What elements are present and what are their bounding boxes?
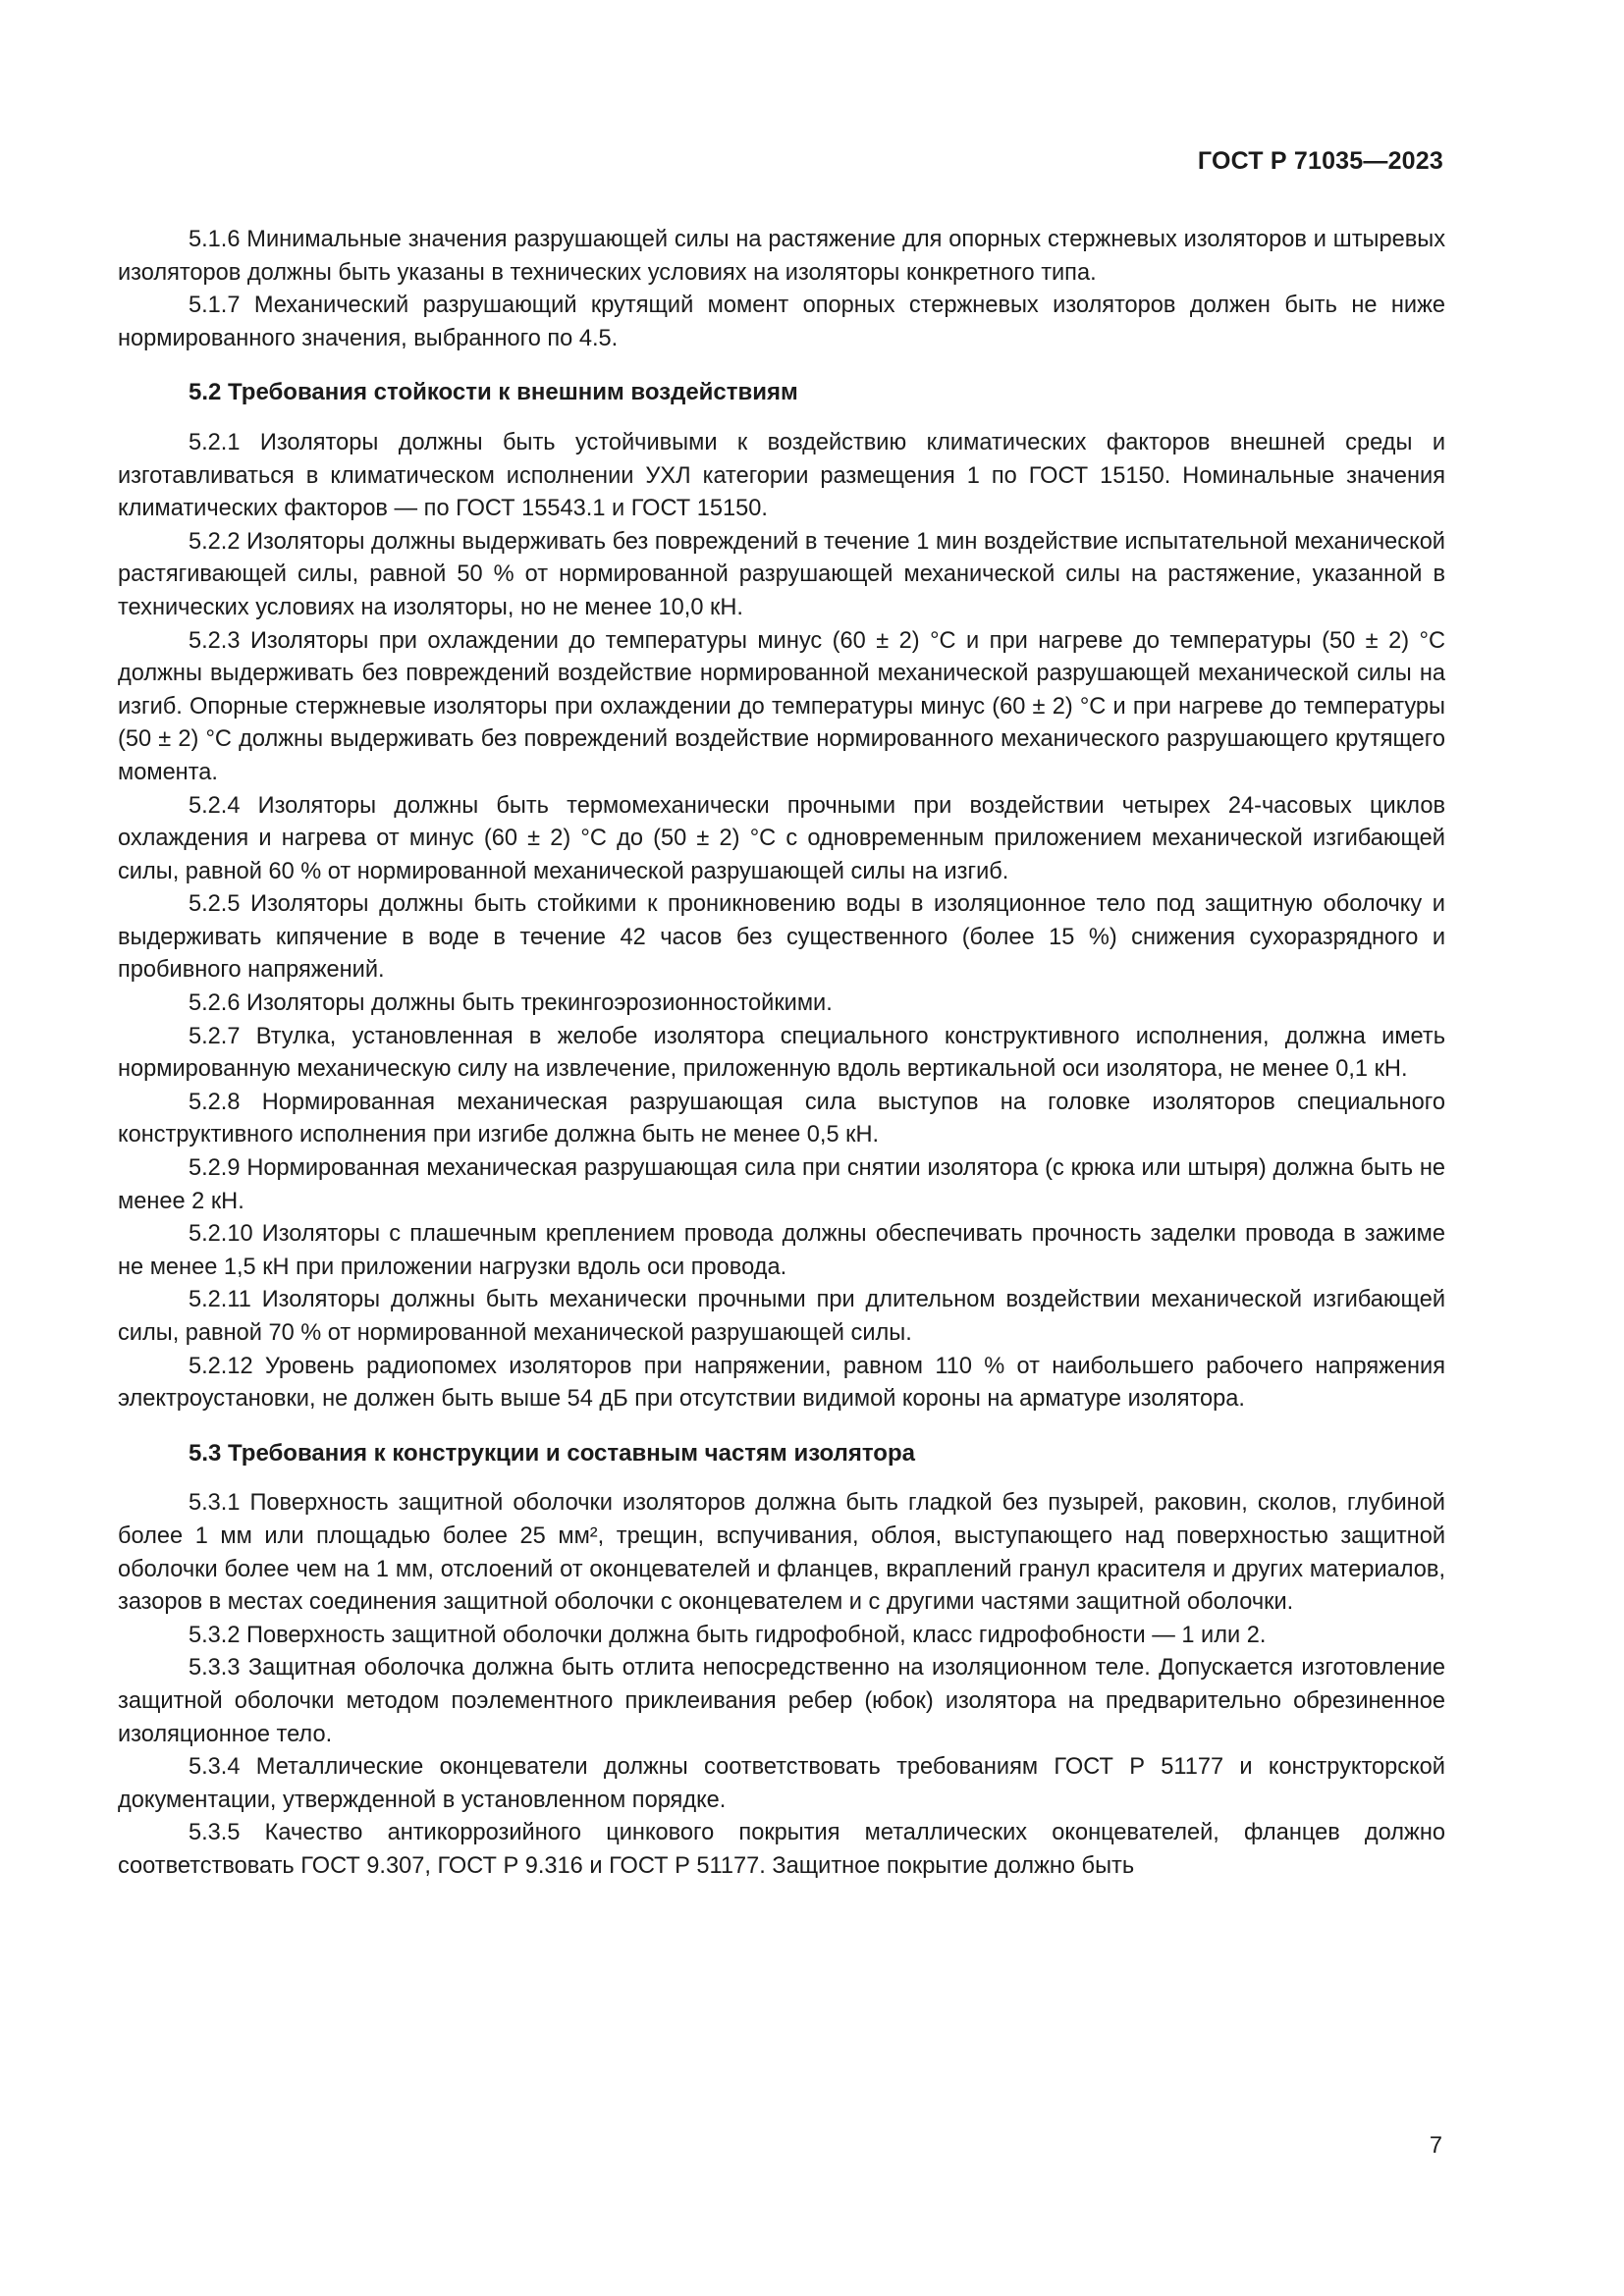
paragraph: 5.2.6 Изоляторы должны быть трекингоэрозионностойкими.	[189, 990, 833, 1017]
document-body	[118, 224, 1445, 1884]
paragraph: 5.2.5 Изоляторы должны быть стойкими к проникновению воды в изоляционное тело под защитную оболочку и выдерживать кипячение в воде в течение 42 часов без существенного (более 15 %) снижения сухоразрядного и пробивного напряжений.	[118, 891, 1445, 984]
paragraph: 5.1.6 Минимальные значения разрушающей силы на растяжение для опорных стержневых изоляторов и штыревых изоляторов должны быть указаны в технических условиях на изоляторы конкретного типа.	[118, 227, 1445, 286]
paragraph: 5.2.8 Нормированная механическая разрушающая сила выступов на головке изоляторов специального конструктивного исполнения при изгибе должна быть не менее 0,5 кН.	[118, 1089, 1445, 1148]
paragraph: 5.3.2 Поверхность защитной оболочки должна быть гидрофобной, класс гидрофобности — 1 или 2.	[189, 1622, 1267, 1648]
paragraph: 5.3.3 Защитная оболочка должна быть отлита непосредственно на изоляционном теле. Допускается изготовление защитной оболочки методом поэлементного приклеивания ребер (юбок) изолятора на предварительно обрезиненное изоляционное тело.	[118, 1655, 1445, 1747]
paragraph: 5.2.4 Изоляторы должны быть термомеханически прочными при воздействии четырех 24-часовых циклов охлаждения и нагрева от минус (60 ± 2) °С до (50 ± 2) °С с одновременным приложением механической изгибающей силы, равной 60 % от нормированной механической разрушающей силы на изгиб.	[118, 792, 1445, 884]
paragraph: 5.3.4 Металлические оконцеватели должны соответствовать требованиям ГОСТ Р 51177 и конструкторской документации, утвержденной в установленном порядке.	[118, 1754, 1445, 1813]
paragraph: 5.2.7 Втулка, установленная в желобе изолятора специального конструктивного исполнения, должна иметь нормированную механическую силу на извлечение, приложенную вдоль вертикальной оси изолятора, не менее 0,1 кН.	[118, 1023, 1445, 1083]
paragraph: 5.3.5 Качество антикоррозийного цинкового покрытия металлических оконцевателей, фланцев должно соответствовать ГОСТ 9.307, ГОСТ Р 9.316 и ГОСТ Р 51177. Защитное покрытие должно быть	[118, 1820, 1445, 1879]
paragraph: 5.2.10 Изоляторы с плашечным креплением провода должны обеспечивать прочность заделки провода в зажиме не менее 1,5 кН при приложении нагрузки вдоль оси провода.	[118, 1221, 1445, 1280]
paragraph: 5.2.2 Изоляторы должны выдерживать без повреждений в течение 1 мин воздействие испытательной механической растягивающей силы, равной 50 % от нормированной разрушающей механической силы на растяжение, указанной в технических условиях на изоляторы, но не менее 10,0 кН.	[118, 528, 1445, 620]
paragraph: 5.2.3 Изоляторы при охлаждении до температуры минус (60 ± 2) °С и при нагреве до температуры (50 ± 2) °С должны выдерживать без повреждений воздействие нормированной механической разрушающей механической силы на изгиб. Опорные стержневые изоляторы при охлаждении до температуры минус (60 ± 2) °С и при нагреве до температуры (50 ± 2) °С должны выдерживать без повреждений воздействие нормированного механического разрушающего крутящего момента.	[118, 627, 1445, 785]
section-heading: 5.3 Требования к конструкции и составным частям изолятора	[189, 1439, 915, 1467]
document-standard-id: ГОСТ Р 71035—2023	[1197, 147, 1443, 175]
paragraph: 5.3.1 Поверхность защитной оболочки изоляторов должна быть гладкой без пузырей, раковин, сколов, глубиной более 1 мм или площадью более 25 мм², трещин, вспучивания, облоя, выступающего над поверхностью защитной оболочки более чем на 1 мм, отслоений от оконцевателей и фланцев, вкраплений гранул красителя и других материалов, зазоров в местах соединения защитной оболочки с оконцевателем и с другими частями защитной оболочки.	[118, 1490, 1445, 1616]
paragraph: 5.2.9 Нормированная механическая разрушающая сила при снятии изолятора (с крюка или штыря) должна быть не менее 2 кН.	[118, 1155, 1445, 1214]
page-number: 7	[1429, 2133, 1442, 2159]
paragraph: 5.2.12 Уровень радиопомех изоляторов при напряжении, равном 110 % от наибольшего рабочего напряжения электроустановки, не должен быть выше 54 дБ при отсутствии видимой короны на арматуре изолятора.	[118, 1353, 1445, 1413]
paragraph: 5.2.11 Изоляторы должны быть механически прочными при длительном воздействии механической изгибающей силы, равной 70 % от нормированной механической разрушающей силы.	[118, 1287, 1445, 1346]
section-heading: 5.2 Требования стойкости к внешним воздействиям	[189, 379, 798, 406]
paragraph: 5.2.1 Изоляторы должны быть устойчивыми к воздействию климатических факторов внешней среды и изготавливаться в климатическом исполнении УХЛ категории размещения 1 по ГОСТ 15150. Номинальные значения климатических факторов — по ГОСТ 15543.1 и ГОСТ 15150.	[118, 429, 1445, 522]
paragraph: 5.1.7 Механический разрушающий крутящий момент опорных стержневых изоляторов должен быть не ниже нормированного значения, выбранного по 4.5.	[118, 293, 1445, 351]
